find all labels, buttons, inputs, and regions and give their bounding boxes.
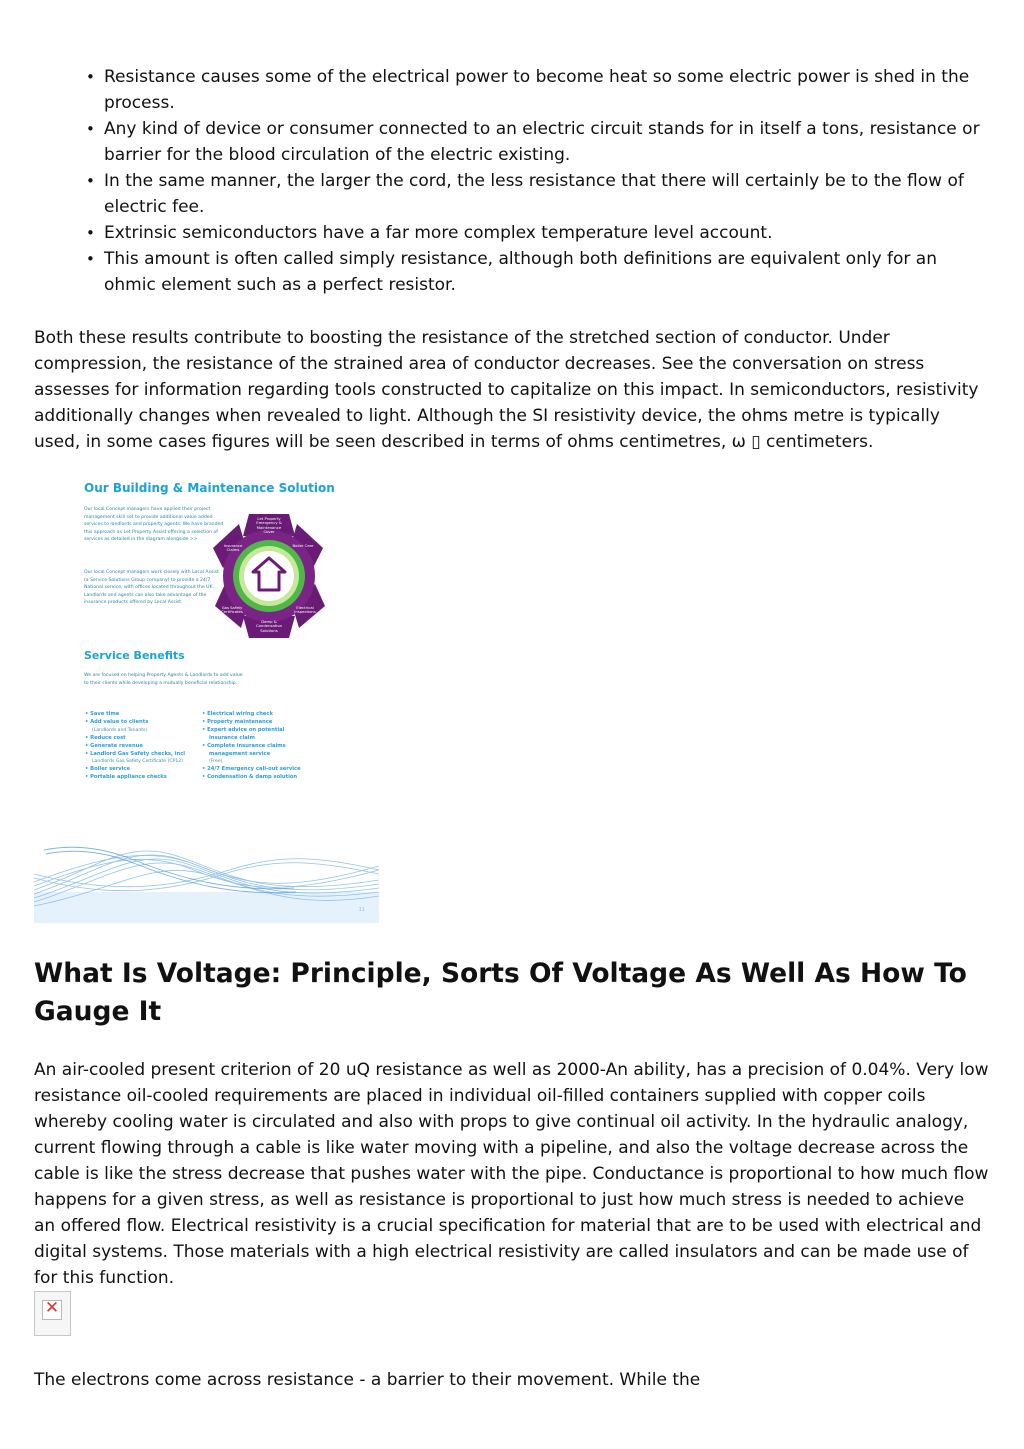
wheel-label-right-bottom: Electrical Inspections — [294, 605, 316, 615]
paragraph-electrons: The electrons come across resistance - a barrier to their movement. While the — [34, 1370, 701, 1390]
brochure-intro-text: Our local Concept managers have applied their project management skill set to provide additional value added services to landlords and property agents. We have branded this approach as Let Property Assist offering a selection of services as detailed in the diagram alongside >> — [84, 507, 224, 543]
bullet-list — [84, 64, 984, 298]
list-item: • Electrical wiring check — [202, 711, 301, 719]
page-number: 11 — [358, 907, 365, 913]
broken-image-frame — [42, 1300, 62, 1320]
section-heading: What Is Voltage: Principle, Sorts Of Voltage As Well As How To Gauge It — [34, 958, 967, 1027]
benefits-list-right — [202, 711, 301, 782]
list-item-note: (Landlords and Tenants) — [92, 727, 148, 733]
list-item: • Property maintenance — [202, 719, 301, 727]
service-wheel-diagram — [205, 508, 333, 644]
decorative-wave-image — [34, 830, 379, 923]
close-icon: ✕ — [44, 1298, 60, 1318]
list-item: • This amount is often called simply resistance, although both definitions are equivalent only for an ohmic element such as a perfect resistor. — [84, 246, 984, 298]
wheel-label-bottom: Damp & Condensation Solutions — [255, 619, 283, 633]
list-item: • Any kind of device or consumer connected to an electric circuit stands for in itself a tons, resistance or barrier for the blood circulation of the electric existing. — [84, 116, 984, 168]
list-item: • Landlord Gas Safety checks, incl — [85, 751, 185, 759]
wheel-label-top: Let Property Emergency & Maintenance Cover — [256, 516, 282, 535]
list-item-note: Landlords Gas Safety Certificate (CP12) — [92, 759, 183, 765]
list-item: • Condensation & damp solution — [202, 774, 301, 782]
brochure-image — [78, 475, 338, 795]
list-item: • Add value to clients — [85, 719, 185, 727]
list-item-continuation: insurance claim — [209, 734, 255, 741]
wave-graphic — [34, 830, 379, 923]
list-item-continuation: management service — [209, 750, 271, 757]
list-item: • Save time — [85, 711, 185, 719]
service-benefits-title: Service Benefits — [84, 649, 185, 662]
list-item-note: (Free) — [209, 759, 223, 765]
list-item: • Reduce cost — [85, 735, 185, 743]
brochure-partner-text: Our local Concept managers work closely with Local Assist (a Service Solutions Group company) to provide a 24/7 National service, with offices located throughout the UK. Landlords and agents can also take advantage of the insurance products offered by Local Assist. — [84, 570, 219, 606]
list-item: • Boiler service — [85, 766, 185, 774]
service-benefits-text: We are focused on helping Property Agents & Landlords to add value to their clients while developing a mutually beneficial relationship. — [84, 673, 243, 686]
list-item: • In the same manner, the larger the cord, the less resistance that there will certainly be to the flow of electric fee. — [84, 168, 984, 220]
list-item: • Complete insurance claims — [202, 743, 301, 751]
wheel-label-left-top: Insurance Claims — [223, 543, 243, 553]
paragraph-voltage: An air-cooled present criterion of 20 uQ resistance as well as 2000-An ability, has a precision of 0.04%. Very low resistance oil-cooled requirements are placed in individual oil-filled containers supplied with copper coils whereby cooling water is circulated and also with props to give continual oil activity. In the hydraulic analogy, current flowing through a cable is like water moving with a pipeline, and also the voltage decrease across the cable is like the stress decrease that pushes water with the pipe. Conductance is proportional to how much flow happens for a given stress, as well as resistance is proportional to just how much stress is needed to achieve an offered flow. Electrical resistivity is a crucial specification for material that are to be used with electrical and digital systems. Those materials with a high electrical resistivity are called insulators and can be made use of for this function. — [34, 1060, 989, 1288]
wheel-label-right-top: Boiler Care — [292, 543, 314, 548]
list-item: • Extrinsic semiconductors have a far more complex temperature level account. — [84, 220, 984, 246]
list-item: • Portable appliance checks — [85, 774, 185, 782]
list-item: • Resistance causes some of the electrical power to become heat so some electric power is shed in the process. — [84, 64, 984, 116]
benefits-list-left — [85, 711, 185, 782]
list-item: • Generate revenue — [85, 743, 185, 751]
list-item: • 24/7 Emergency call-out service — [202, 766, 301, 774]
paragraph-resistivity: Both these results contribute to boosting the resistance of the stretched section of conductor. Under compression, the resistance of the strained area of conductor decreases. See the conversation on stress assesses for information regarding tools constructed to capitalize on this impact. In semiconductors, resistivity additionally changes when revealed to light. Although the SI resistivity device, the ohms metre is typically used, in some cases figures will be seen described in terms of ohms centimetres, ω ▯ centimeters. — [34, 328, 979, 452]
brochure-title: Our Building & Maintenance Solution — [84, 481, 335, 495]
wheel-label-left-bottom: Gas Safety Certificates — [221, 605, 243, 615]
broken-image-icon — [34, 1291, 71, 1336]
list-item: • Expert advice on potential — [202, 727, 301, 735]
